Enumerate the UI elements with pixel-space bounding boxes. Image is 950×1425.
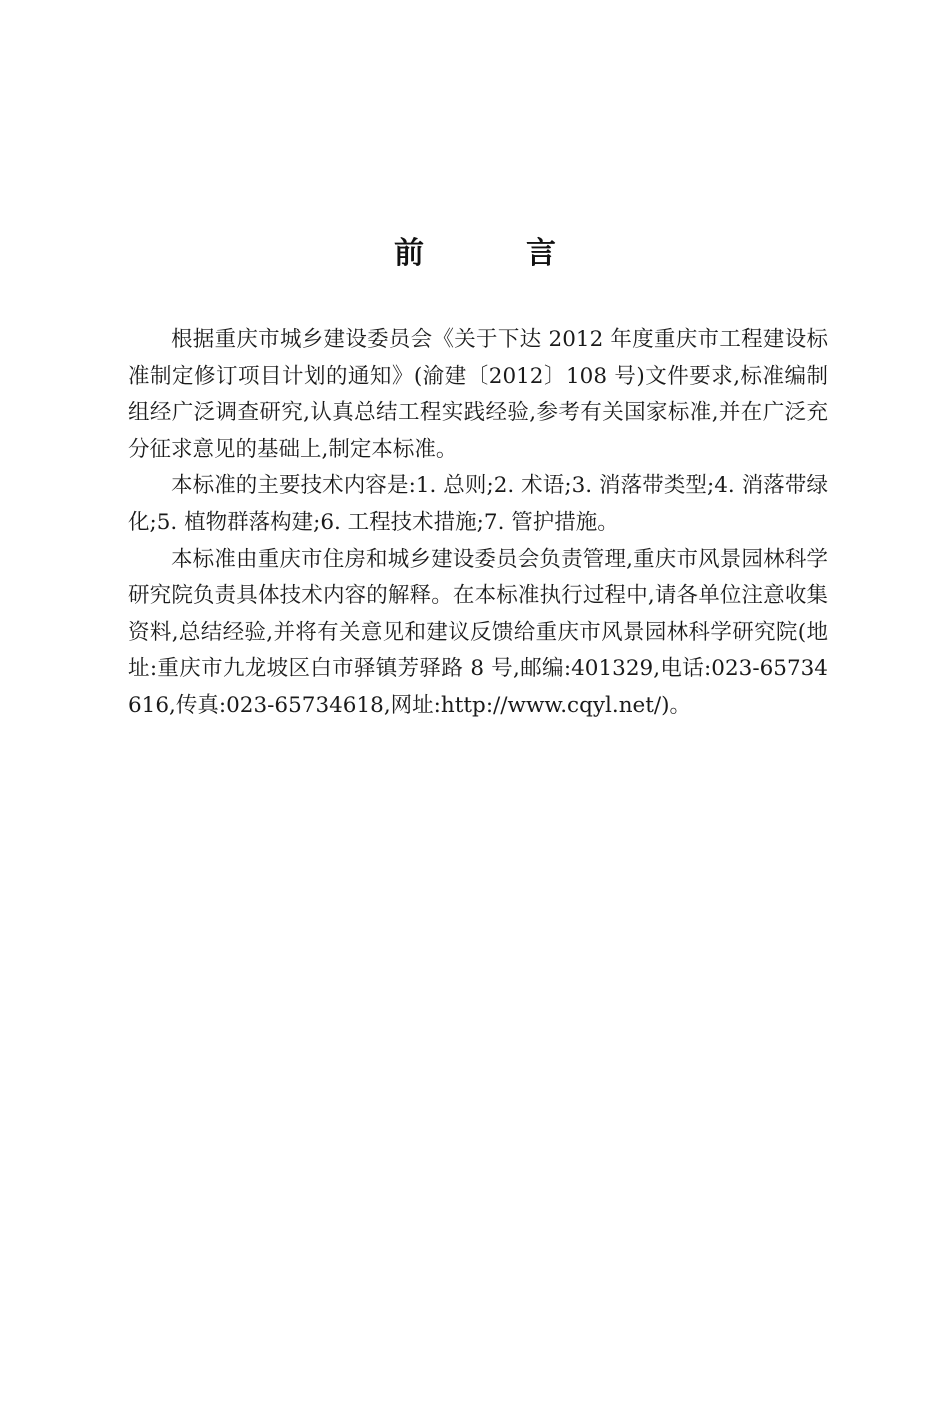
paragraph-main-contents: 本标准的主要技术内容是:1. 总则;2. 术语;3. 消落带类型;4. 消落带绿化;5. 植物群落构建;6. 工程技术措施;7. 管护措施。: [128, 473, 828, 535]
preface-body: [128, 322, 828, 725]
page-title: 前 言: [394, 236, 592, 271]
paragraph-management-contact: 本标准由重庆市住房和城乡建设委员会负责管理,重庆市风景园林科学研究院负责具体技术内容的解释。在本标准执行过程中,请各单位注意收集资料,总结经验,并将有关意见和建议反馈给重庆市风景园林科学研究院(地址:重庆市九龙坡区白市驿镇芳驿路 8 号,邮编:401329,电话:023-65734616,传真:023-65734618,网址:http://www.cqyl.net/)。: [128, 546, 828, 718]
paragraph-plan-basis: 根据重庆市城乡建设委员会《关于下达 2012 年度重庆市工程建设标准制定修订项目计划的通知》(渝建〔2012〕108 号)文件要求,标准编制组经广泛调查研究,认真总结工程实践经验,参考有关国家标准,并在广泛充分征求意见的基础上,制定本标准。: [128, 327, 828, 462]
